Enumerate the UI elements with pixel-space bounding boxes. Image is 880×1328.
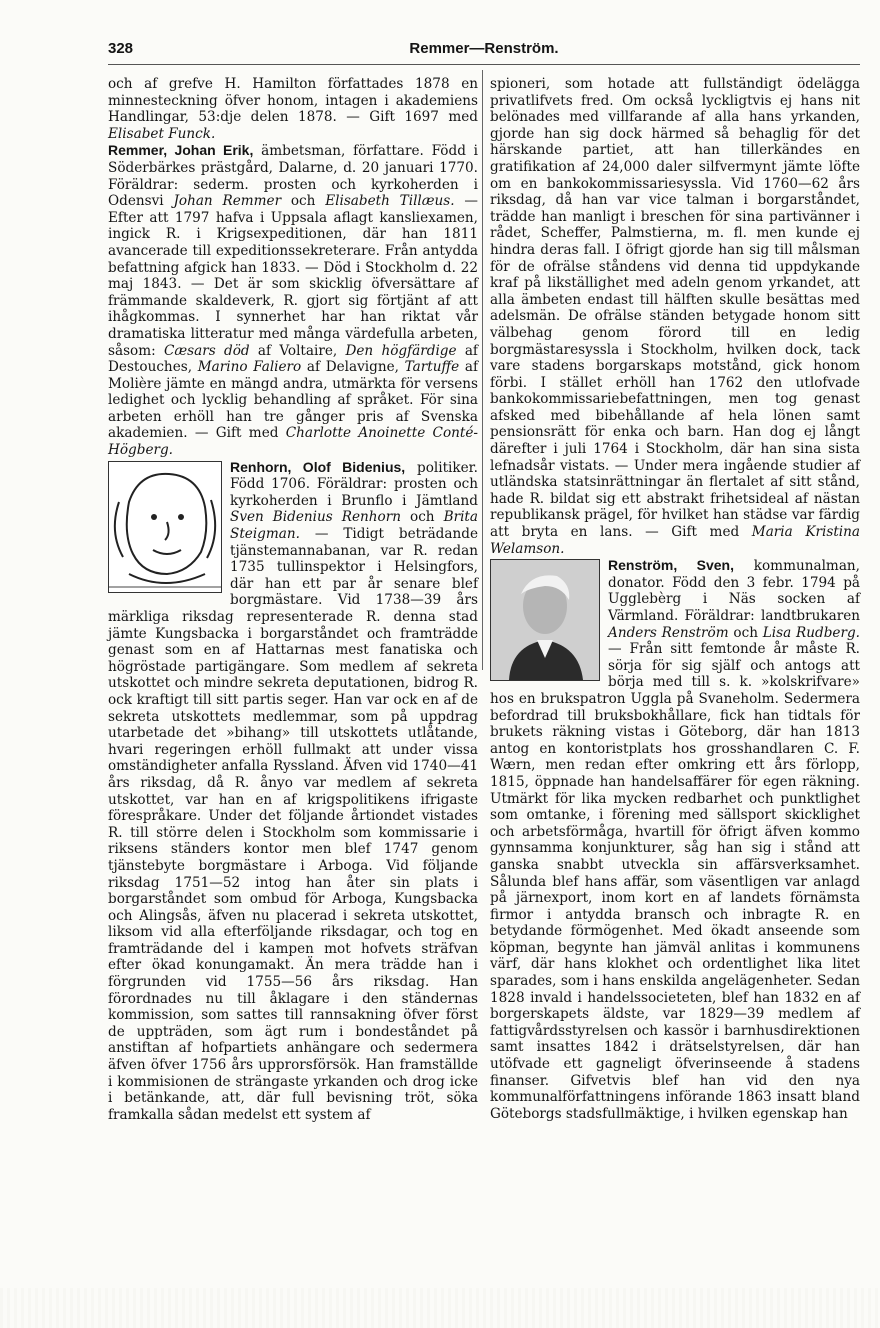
portrait-renhorn [108,461,222,593]
portrait-renstrom [490,559,600,681]
entry-head-remmer: Remmer, Johan Erik, [108,142,254,159]
running-head: Remmer—Renström. [409,40,559,57]
page-number: 328 [108,40,134,57]
page-header [108,40,860,65]
entry-renstrom: Renström, Sven, kommunalman, donator. Född den 3 febr. 1794 på Ugglebèrg i Näs socken af Värmland. Föräldrar: landtbrukaren Anders Renström och Lisa Rudberg. — Från sitt femtonde år måste R. sörja för sig själf och antogs att börja med till s. k. »kolskrifvare» hos en brukspatron Uggla på Svaneholm. Sedermera befordrad till bruksbokhållare, fick han tidtals för brukets räkning vistas i Göteborg, där han 1813 antog en kontoristplats hos grosshandlaren C. F. Wærn, men redan efter omkring ett års förlopp, 1815, öppnade han handelsaffärer för egen räkning. Utmärkt för lika mycken redbarhet och punktlighet som omtanke, i förening med sällsport skicklighet och arbetsförmåga, hvartill för öfrigt äfven kommo gynnsamma konjunkturer, såg han sig i stånd att ganska snabbt utveckla sin affärsverksamhet. Sålunda blef hans affär, som väsentligen var anlagd på järnexport, inom kort en af landets förnämsta firmor i antydda bransch och inbragte R. en betydande förmögenhet. Med ökadt anseende som köpman, begynte han jämväl anlitas i kommunens värf, där hans klokhet och ordentlighet lika litet sparades, som i hans enskilda angelägenheter. Sedan 1828 invald i handelssocieteten, blef han 1832 en af borgerskapets äldste, var 1829—39 medlem af fattigvårdsstyrelsen och kassör i barnhusdirektionen samt insattes 1842 i drätselstyrelsen, där han utöfvade ett gagneligt öfverinseende å stadens finanser. Gifvetvis blef han vid den nya kommunalförfattningens införande 1863 insatt bland Göteborgs stadsfullmäktige, i hvilken egenskap han [490,557,860,1122]
entry-head-renhorn: Renhorn, Olof Bidenius, [230,458,406,475]
column-divider [482,70,483,670]
paragraph-hamilton-end: och af grefve H. Hamilton författades 1878 en minnesteckning öfver honom, intagen i akademiens Handlingar, 53:dje delen 1878. — Gift 1697 med Elisabet Funck. [108,76,478,142]
left-column [108,76,478,1123]
entry-remmer: Remmer, Johan Erik, ämbetsman, författare. Född i Söderbärkes prästgård, Dalarne, d. 20 januari 1770. Föräldrar: sederm. prosten och kyrkoherden i Odensvi Johan Remmer och Elisabeth Tillæus. — Efter att 1797 hafva i Uppsala aflagt kansliexamen, ingick R. i Krigsexpeditionen, där han 1811 avancerade till expeditionssekreterare. Från antydda befattning afgick han 1833. — Död i Stockholm d. 22 maj 1843. — Det är som skicklig öfversättare af främmande skaldeverk, R. gjort sig förtjänt af att ihågkommas. I synnerhet har han riktat vår dramatiska litteratur med många värdefulla arbeten, såsom: Cæsars död af Voltaire, Den högfärdige af Destouches, Marino Faliero af Delavigne, Tartuffe af Molière jämte en mängd andra, utmärkta för versens ledighet och lycklig behandling af språket. För sina arbeten erhöll han tre gånger pris af Svenska akademien. — Gift med Charlotte Anoinette Conté-Högberg. [108,142,478,459]
entry-renhorn: Renhorn, Olof Bidenius, politiker. Född 1706. Föräldrar: prosten och kyrkoherden i Brunflo i Jämtland Sven Bidenius Renhorn och Brita Steigman. — Tidigt beträdande tjänstemannabanan, var R. redan 1735 tullinspektor i Helsingfors, där han ett par år senare blef borgmästare. Vid 1738—39 års märkliga riksdag representerade R. denna stad jämte Kungsbacka i borgarståndet och framträdde genast som en af Hattarnas mest fanatiska och högröstade partigängare. Som medlem af sekreta utskottet och mindre sekreta deputationen, bidrog R. ock kraftigt till sitt partis seger. Han var ock en af de sekreta utskottets medlemmar, som på uppdrag utarbetade det »bihang» till utskottets utlåtande, hvari regeringen erhöll fullmakt att under vissa omständigheter anfalla Ryssland. Äfven vid 1740—41 års riksdag, då R. ånyo var medlem af sekreta utskottet, var han en af krigspolitikens ifrigaste förespråkare. Under det följande årtiondet vistades R. till större delen i Stockholm som kommissarie i riksens ständers kontor men blef 1747 genom tjänstebyte borgmästare i Arboga. Vid följande riksdag 1751—52 intog han åter sin plats i borgarståndet som ombud för Arboga, Kungsbacka och Alingsås, äfven nu placerad i sekreta utskottet, liksom vid alla efterföljande riksdagar, och tog en framträdande del i kampen mot hofvets sträfvan efter ökad konungamakt. Än mera trädde han i förgrunden vid 1755—56 års riksdag. Han förordnades nu till åklagare i den ständernas kommission, som sattes till rannsakning öfver först de uppträden, som ägt rum i bondeståndet på anstiftan af hofpartiets anhängare och sedermera äfven öfver 1756 års upprorsförsök. Han framställde i kommisionen de strängaste yrkanden och drog icke i betänkande, att, där full bevisning tröt, söka framkalla sådan medelst ett system af [108,458,478,1123]
portrait-renhorn-drawing [109,462,221,592]
entry-renhorn-continued: spioneri, som hotade att fullständigt ödelägga privatlifvets fred. Om också lyckligtvis ej hans nit belönades med villfarande af alla hans yrkanden, gjorde han sig dock härmed så behaglig för det härskande partiet, att han tillerkändes en gratifikation af 24,000 daler silfvermynt jämte löfte om en bankokommissariesyssla. Vid 1760—62 års riksdag, då han var vice talman i borgarståndet, trädde han manligt i breschen för sina partivänner i rådet, Scheffer, Palmstierna, m. fl. men kunde ej hindra deras fall. I öfrigt gjorde han sig till målsman för de ofrälse ståndens vid denna tid uppdykande kraf på likställighet med adeln genom yrkandet, att alla ämbeten endast till hälften skulle besättas med adelsmän. De ofrälse ständen betygade honom sitt välbehag genom förord till en ledig borgmästaresyssla i Stockholm, hvilken dock, tack vare stadens borgarskaps motstånd, gick honom förbi. I stället erhöll han 1762 den utlofvade bankokommissariebefattningen, men tog genast afsked med bibehållande af hela lönen samt pensionsrätt för enka och barn. Han dog ej långt därefter i juli 1764 i Stockholm, där han sina sista lefnadsår vistats. — Under mera ingående studier af utländska statsinrättningar än flertalet af sitt stånd, hade R. bildat sig ett abstrakt frihetsideal af nästan republikansk prägel, för hvilket han städse var färdig att bryta en lans. — Gift med Maria Kristina Welamson. [490,76,860,557]
page-bottom-margin [0,1288,880,1328]
entry-head-renstrom: Renström, Sven, [608,557,734,574]
right-column [490,76,860,1122]
portrait-renstrom-photo [491,560,599,680]
